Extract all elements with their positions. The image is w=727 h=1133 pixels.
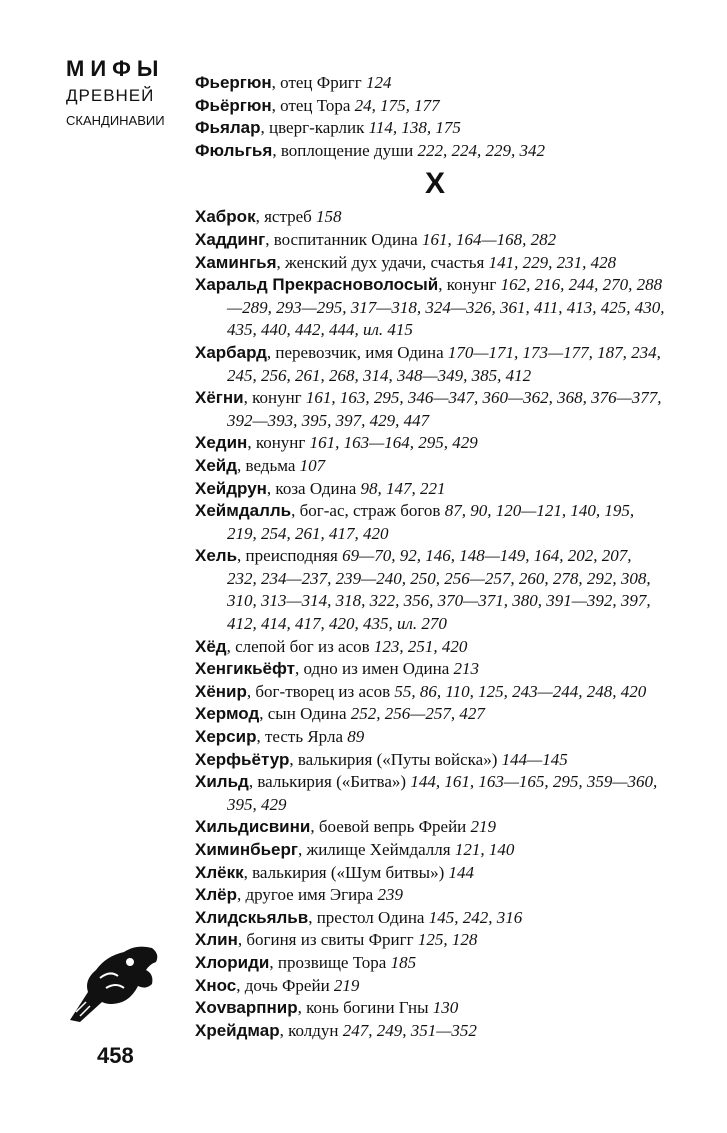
entry-description: , женский дух удачи, счастья (276, 252, 489, 272)
index-entry (195, 1020, 665, 1043)
entry-description: , отец Фригг (271, 73, 366, 92)
entry-page-references: 141, 229, 231, 428 (488, 252, 617, 272)
entry-term: Фьялар (195, 118, 261, 138)
entry-page-references: 222, 224, 229, 342 (417, 140, 546, 160)
entry-page-references: 130 (432, 998, 459, 1018)
index-entry (195, 929, 665, 952)
index-entry (195, 206, 665, 229)
entry-page-references: 69—70, 92, 146, 148—149, 164, 202, 207, 232, 234—237, 239—240, 250, 256—257, 260, 278, 292, 308, 310, 313—314, 318, 322, 356, 370—371, 380, 391—392, 397, 412, 414, 417, 420, 435, ил. 270 (227, 546, 651, 634)
entry-term: Харбард (195, 342, 267, 362)
index-entry (195, 703, 665, 726)
entry-page-references: 144 (448, 862, 474, 882)
entry-description: , перевозчик, имя Одина (266, 342, 448, 362)
entry-description: , конь богини Гны (297, 998, 433, 1018)
entry-page-references: 125, 128 (417, 930, 478, 950)
index-list-kh (195, 206, 665, 1042)
entry-term: Хель (195, 546, 238, 566)
index-entry (195, 658, 665, 681)
entry-description: , валькирия («Битва») (248, 772, 411, 792)
entry-page-references: 247, 249, 351—352 (342, 1020, 477, 1040)
entry-page-references: 98, 147, 221 (360, 478, 446, 498)
page-number: 458 (97, 1043, 134, 1068)
entry-page-references: 161, 164—168, 282 (421, 229, 557, 249)
entry-description: , колдун (279, 1020, 343, 1040)
index-entry (195, 117, 665, 140)
entry-description: , конунг (438, 275, 501, 295)
index-entry (195, 252, 665, 275)
index-column (195, 72, 665, 1042)
entry-term: Фьергюн (195, 73, 272, 92)
index-list-previous-letter (195, 72, 665, 162)
section-letter-heading: Х (424, 167, 445, 201)
index-entry (195, 72, 665, 95)
index-entry (195, 839, 665, 862)
entry-page-references: 107 (299, 455, 326, 475)
index-entry (195, 140, 665, 163)
entry-term: Хлидскьяльв (195, 907, 309, 927)
index-entry (195, 432, 665, 455)
entry-description: , слепой бог из асов (226, 636, 374, 656)
entry-term: Хамингья (195, 252, 277, 272)
entry-term: Хлёр (195, 885, 237, 905)
entry-page-references: 87, 90, 120—121, 140, 195, 219, 254, 261, 417, 420 (227, 501, 635, 543)
entry-term: Хаброк (195, 207, 256, 227)
entry-term: Фьёргюн (195, 95, 272, 115)
index-entry (195, 975, 665, 998)
entry-term: Хрейдмар (195, 1020, 280, 1040)
entry-term: Хнос (195, 975, 237, 995)
entry-term: Хаддинг (195, 229, 266, 249)
entry-page-references: 55, 86, 110, 125, 243—244, 248, 420 (394, 681, 647, 701)
entry-description: , отец Тора (271, 95, 355, 115)
index-entry (195, 95, 665, 118)
entry-description: , прозвище Тора (269, 952, 391, 972)
entry-description: , ястреб (255, 207, 317, 227)
entry-description: , одно из имен Одина (294, 659, 454, 679)
index-entry (195, 342, 665, 387)
entry-term: Хлёкк (195, 862, 244, 882)
entry-page-references: 170—171, 173—177, 187, 234, 245, 256, 261, 268, 314, 348—349, 385, 412 (227, 342, 661, 385)
index-entry (195, 229, 665, 252)
index-entry (195, 952, 665, 975)
entry-page-references: 185 (390, 952, 417, 972)
entry-term: Фюльгья (195, 140, 273, 160)
running-head (66, 56, 176, 132)
index-entry (195, 500, 665, 545)
entry-term: Харальд Прекрасноволосый (195, 275, 439, 295)
entry-description: , воспитанник Одина (265, 229, 422, 249)
entry-description: , преисподняя (237, 546, 343, 566)
index-entry (195, 884, 665, 907)
index-entry (195, 816, 665, 839)
entry-page-references: 144, 161, 163—165, 295, 359—360, 395, 429 (227, 772, 658, 814)
running-head-line-1: МИФЫ (66, 56, 165, 81)
entry-page-references: 161, 163, 295, 346—347, 360—362, 368, 376—377, 392—393, 395, 397, 429, 447 (227, 388, 662, 430)
entry-description: , боевой вепрь Фрейи (310, 817, 471, 837)
entry-page-references: 144—145 (501, 749, 568, 769)
index-entry (195, 478, 665, 501)
index-entry (195, 455, 665, 478)
entry-page-references: 162, 216, 244, 270, 288—289, 293—295, 317—318, 324—326, 361, 411, 413, 425, 430, 435, 440, 442, 444, ил. 415 (227, 275, 665, 340)
entry-page-references: 219 (470, 817, 497, 837)
entry-description: , валькирия («Шум битвы») (243, 862, 449, 882)
entry-description: , бог-ас, страж богов (291, 501, 445, 521)
entry-term: Хильд (195, 772, 249, 792)
index-entry (195, 862, 665, 885)
dragon-head-icon (66, 940, 162, 1022)
entry-page-references: 89 (347, 727, 365, 747)
entry-term: Хенгикьёфт (195, 659, 295, 679)
index-entry (195, 387, 665, 432)
running-head-line-2: ДРЕВНЕЙ (66, 86, 155, 105)
entry-term: Хермод (195, 704, 260, 724)
entry-term: Хёд (195, 636, 227, 656)
entry-description: , богиня из свиты Фригг (237, 930, 418, 950)
entry-description: , другое имя Эгира (236, 885, 378, 905)
entry-term: Хейд (195, 455, 238, 475)
entry-term: Хедин (195, 433, 248, 453)
entry-term: Хovварпнир (195, 998, 298, 1018)
entry-term: Хейдрун (195, 478, 267, 498)
entry-description: , конунг (247, 433, 310, 453)
index-entry (195, 545, 665, 635)
index-entry (195, 907, 665, 930)
entry-page-references: 239 (377, 885, 403, 905)
entry-term: Херфьётур (195, 749, 290, 769)
entry-term: Химинбьерг (195, 840, 298, 859)
entry-description: , валькирия («Путы войска») (289, 749, 502, 769)
entry-description: , цверг-карлик (260, 118, 369, 138)
entry-page-references: 124 (366, 73, 392, 92)
entry-page-references: 121, 140 (454, 840, 515, 859)
entry-page-references: 158 (316, 207, 342, 227)
entry-description: , жилище Хеймдалля (297, 840, 455, 859)
entry-description: , дочь Фрейи (236, 975, 334, 995)
entry-page-references: 24, 175, 177 (354, 95, 440, 115)
entry-page-references: 213 (453, 659, 479, 679)
entry-description: , конунг (243, 388, 306, 408)
entry-description: , воплощение души (272, 140, 418, 160)
index-entry (195, 274, 665, 342)
entry-term: Хеймдалль (195, 501, 292, 521)
entry-page-references: 161, 163—164, 295, 429 (309, 433, 478, 453)
index-entry (195, 771, 665, 816)
entry-page-references: 219 (333, 975, 360, 995)
index-entry (195, 636, 665, 659)
running-head-line-3: СКАНДИНАВИИ (66, 113, 165, 128)
entry-page-references: 123, 251, 420 (373, 636, 468, 656)
entry-description: , сын Одина (259, 704, 351, 724)
entry-description: , ведьма (237, 455, 300, 475)
entry-description: , коза Одина (266, 478, 361, 498)
entry-term: Хлориди (195, 952, 270, 972)
entry-term: Хлин (195, 930, 238, 950)
index-entry (195, 681, 665, 704)
entry-page-references: 145, 242, 316 (428, 907, 523, 927)
entry-page-references: 252, 256—257, 427 (350, 704, 485, 724)
entry-term: Хильдисвини (195, 817, 311, 837)
entry-term: Херсир (195, 727, 257, 747)
entry-description: , престол Одина (308, 907, 429, 927)
entry-term: Хёгни (195, 388, 244, 408)
index-entry (195, 997, 665, 1020)
entry-description: , тесть Ярла (256, 727, 348, 747)
index-entry (195, 726, 665, 749)
index-entry (195, 749, 665, 772)
entry-page-references: 114, 138, 175 (368, 118, 461, 138)
entry-term: Хёнир (195, 681, 247, 701)
entry-description: , бог-творец из асов (246, 681, 395, 701)
